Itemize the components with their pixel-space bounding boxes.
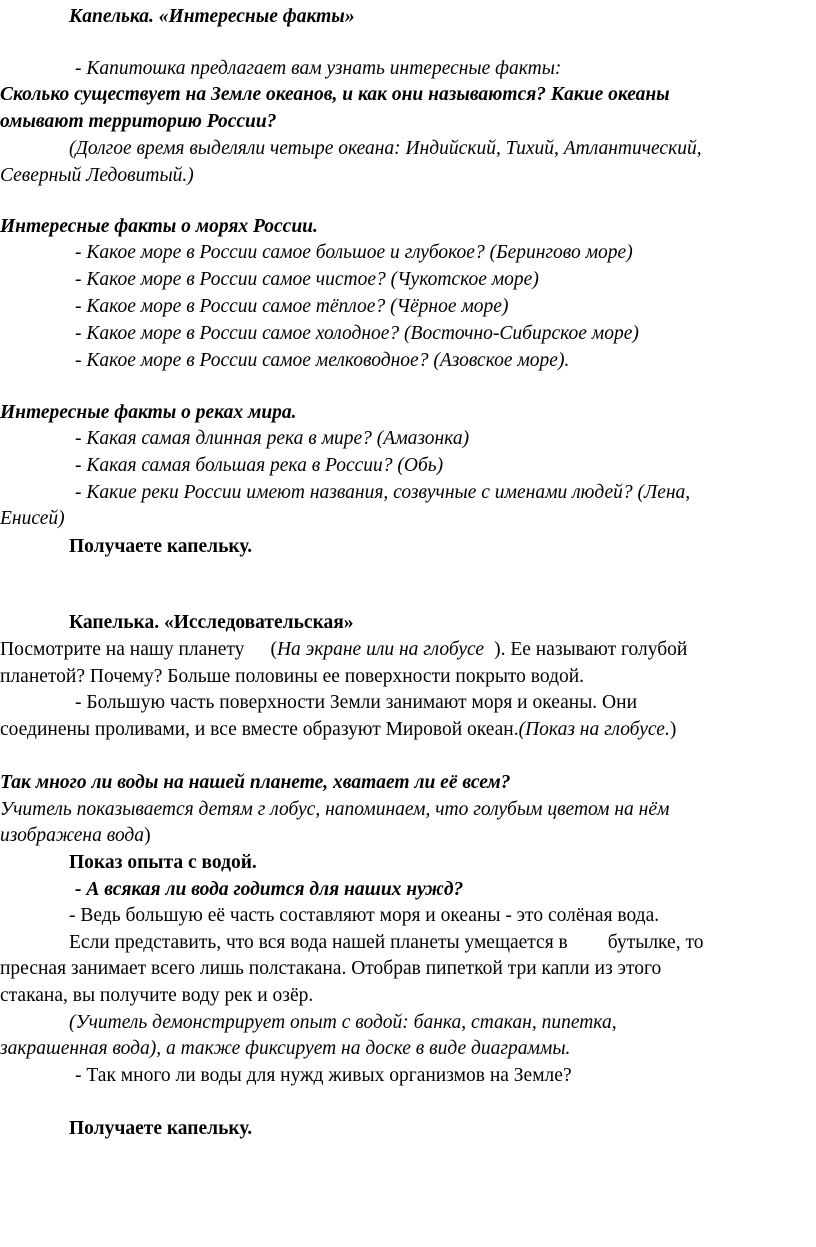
seas-item: - Какое море в России самое мелководное? (Азовское море). <box>75 350 570 371</box>
bottle-line1 <box>69 931 703 955</box>
p2-close: ) <box>669 719 677 740</box>
seas-item: - Какое море в России самое чистое? (Чукотское море) <box>75 269 539 290</box>
bottle-text: Если представить, что вся вода нашей планеты умещается в <box>69 932 568 953</box>
section1-answer-line2: Северный Ледовитый.) <box>0 165 194 186</box>
experiment-heading: Показ опыта с водой. <box>69 852 257 873</box>
p1-text: Посмотрите на нашу планету <box>0 639 245 660</box>
rivers-item: - Какие реки России имеют названия, созвучные с именами людей? (Лена, <box>75 482 691 503</box>
section2-paragraph1-line2: планетой? Почему? Больше половины ее поверхности покрыто водой. <box>0 666 585 687</box>
seas-item: - Какое море в России самое большое и глубокое? (Берингово море) <box>75 242 633 263</box>
rivers-item-continuation: Енисей) <box>0 508 65 529</box>
water-usability-question: - А всякая ли вода годится для наших нужд? <box>75 879 464 900</box>
teacher-note-line2 <box>0 824 151 848</box>
teacher-close: ) <box>144 825 151 846</box>
rivers-item: - Какая самая длинная река в мире? (Амазонка) <box>75 428 470 449</box>
salt-water-line: - Ведь большую её часть составляют моря и океаны - это солёная вода. <box>69 905 660 926</box>
section2-reward: Получаете капельку. <box>69 1118 253 1139</box>
section1-answer-line1: (Долгое время выделяли четыре океана: Индийский, Тихий, Атлантический, <box>69 138 702 159</box>
section2-title: Капелька. «Исследовательская» <box>69 612 354 633</box>
rivers-heading: Интересные факты о реках мира. <box>0 402 297 423</box>
seas-item: - Какое море в России самое тёплое? (Чёрное море) <box>75 296 509 317</box>
bottle-tail: бутылке, то <box>607 932 704 953</box>
p1-paren-open: ( <box>270 639 277 660</box>
section2-paragraph1-line1 <box>0 638 687 662</box>
rivers-reward: Получаете капельку. <box>69 536 253 557</box>
section1-question-line1: Сколько существует на Земле океанов, и как они называются? Какие океаны <box>0 84 670 105</box>
bottle-line2: пресная занимает всего лишь полстакана. Отобрав пипеткой три капли из этого <box>0 958 662 979</box>
seas-heading: Интересные факты о морях России. <box>0 216 318 237</box>
seas-item: - Какое море в России самое холодное? (Восточно-Сибирское море) <box>75 323 639 344</box>
teacher-italic: изображена вода <box>0 825 145 846</box>
water-question-heading: Так много ли воды на нашей планете, хватает ли её всем? <box>0 772 511 793</box>
section2-paragraph2-line2 <box>0 718 676 742</box>
section1-question-line2: омывают территорию России? <box>0 111 277 132</box>
demo-line2: закрашенная вода), а также фиксирует на доске в виде диаграммы. <box>0 1038 571 1059</box>
p2-italic: (Показ на глобусе. <box>518 719 670 740</box>
section1-intro: - Капитошка предлагает вам узнать интересные факты: <box>75 58 562 79</box>
p1-tail: ). Ее называют голубой <box>494 639 688 660</box>
p2-text: соединены проливами, и все вместе образуют Мировой океан. <box>0 719 519 740</box>
teacher-note-line1: Учитель показывается детям г лобус, напоминаем, что голубым цветом на нём <box>0 799 670 820</box>
demo-line1: (Учитель демонстрирует опыт с водой: банка, стакан, пипетка, <box>69 1012 617 1033</box>
section1-title: Капелька. «Интересные факты» <box>69 6 355 27</box>
bottle-line3: стакана, вы получите воду рек и озёр. <box>0 985 314 1006</box>
p1-italic: На экране или на глобусе <box>276 639 485 660</box>
organisms-question: - Так много ли воды для нужд живых организмов на Земле? <box>75 1065 572 1086</box>
rivers-item: - Какая самая большая река в России? (Обь) <box>75 455 444 476</box>
section2-paragraph2-line1: - Большую часть поверхности Земли занимают моря и океаны. Они <box>75 692 638 713</box>
